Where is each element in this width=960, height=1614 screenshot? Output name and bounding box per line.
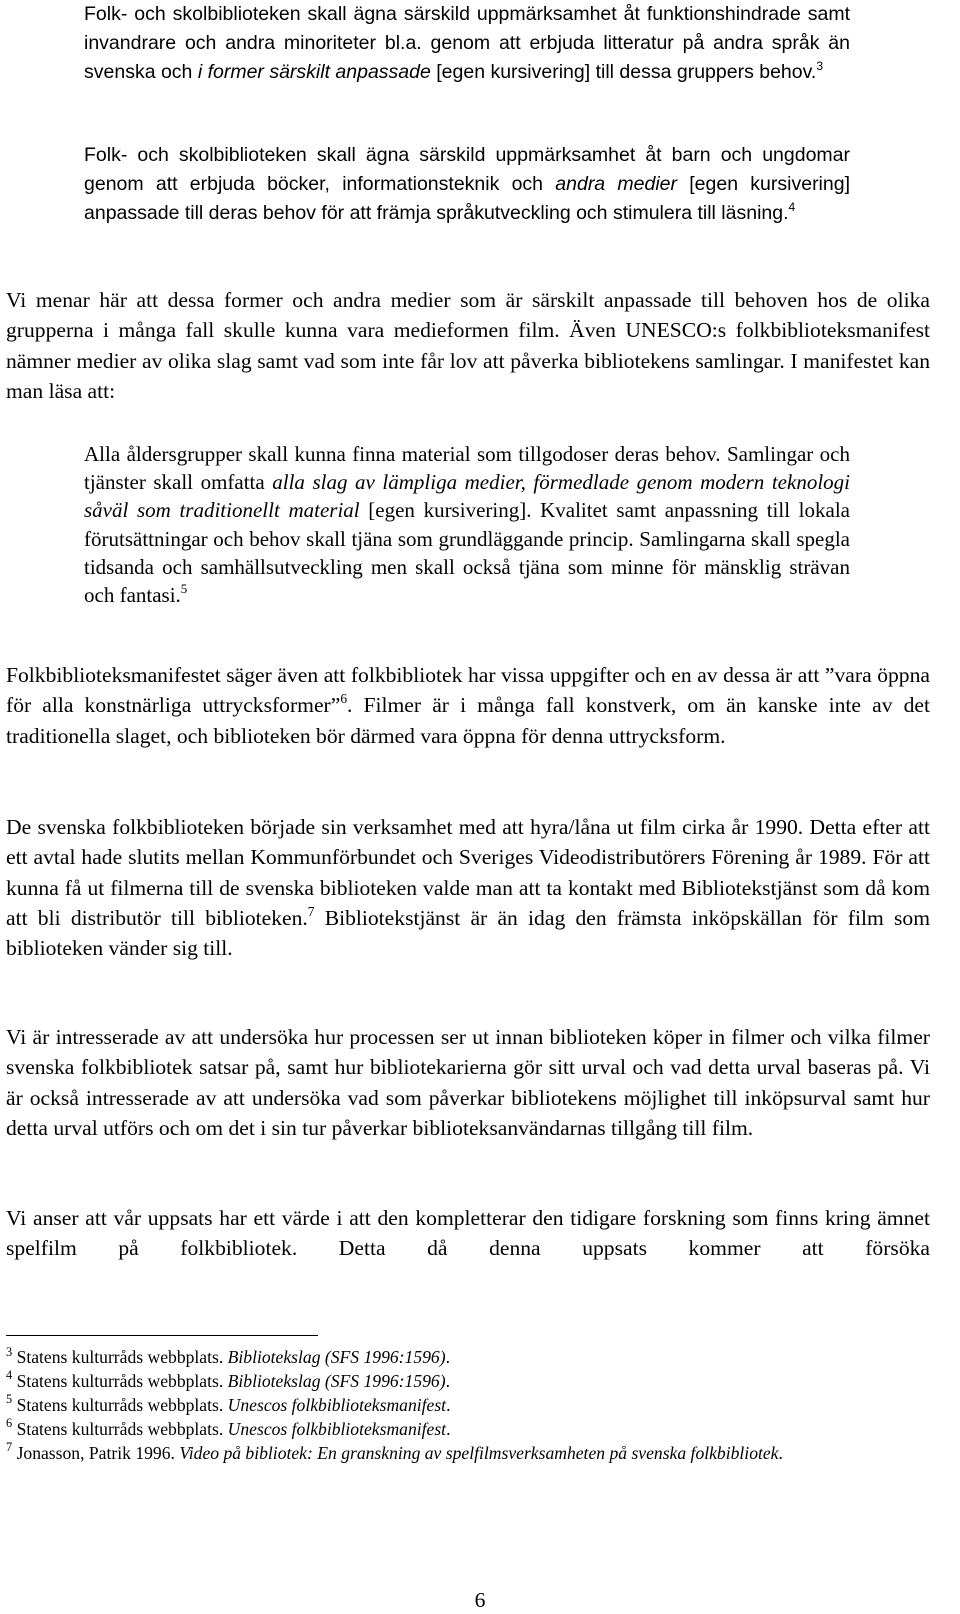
footnote-number: 4	[6, 1368, 13, 1383]
paragraph-2-text: Folkbiblioteksmanifestet säger även att folkbibliotek har vissa uppgifter och en av dessa är att ”vara öppna för alla konstnärliga uttrycksformer”	[6, 663, 930, 718]
quote-1-italic: i former särskilt anpassade	[197, 60, 431, 83]
quote-2-text-end: [egen kursivering] anpassade till deras behov för att främja språkutveckling och stimulera till läsning.	[84, 172, 850, 224]
body-paragraph-2	[6, 660, 930, 751]
footnote-ref-5[interactable]: 5	[180, 581, 188, 597]
quote-2-text: Folk- och skolbiblioteken skall ägna särskild uppmärksamhet åt barn och ungdomar genom att erbjuda böcker, informationsteknik och	[84, 144, 850, 195]
footnote-title: Video på bibliotek: En granskning av spelfilmsverksamheten på svenska folkbibliotek	[179, 1442, 779, 1463]
footnote-text: Statens kulturråds webbplats.	[16, 1394, 228, 1415]
quote-1-text: Folk- och skolbiblioteken skall ägna särskild uppmärksamhet åt funktionshindrade samt invandrare och andra minoriteter bl.a. genom att erbjuda litteratur på andra språk än svenska och	[84, 3, 850, 83]
block-quote-3	[84, 440, 850, 609]
footnote-ref-4[interactable]: 4	[788, 199, 796, 214]
footnote-tail: .	[446, 1418, 451, 1439]
footnote-5	[6, 1394, 930, 1418]
quote-3-italic: alla slag av lämpliga medier, förmedlade genom modern teknologi såväl som traditionellt material	[84, 470, 850, 523]
footnote-title: Bibliotekslag (SFS 1996:1596)	[227, 1370, 446, 1391]
footnote-text: Jonasson, Patrik 1996.	[16, 1442, 180, 1463]
footnote-number: 3	[6, 1344, 13, 1359]
footnote-title: Bibliotekslag (SFS 1996:1596)	[227, 1347, 446, 1367]
footnote-text: Statens kulturråds webbplats.	[16, 1418, 228, 1439]
footnote-number: 7	[6, 1440, 13, 1455]
quote-2-italic: andra medier	[555, 172, 678, 195]
body-paragraph-1: Vi menar här att dessa former och andra medier som är särskilt anpassade till behoven hos de olika grupperna i många fall skulle kunna vara medieformen film. Även UNESCO:s folkbiblioteksmanifest nämner medier av olika slag samt vad som inte får lov att påverka bibliotekens samlingar. I manifestet kan man läsa att:	[6, 288, 930, 403]
footnote-ref-7[interactable]: 7	[307, 904, 315, 920]
footnote-title: Unescos folkbiblioteksmanifest	[227, 1418, 447, 1439]
footnote-ref-3[interactable]: 3	[816, 58, 824, 73]
footnote-number: 5	[6, 1392, 13, 1407]
paragraph-2-text-end: . Filmer är i många fall konstverk, om än kanske inte av det traditionella slaget, och biblioteken bör därmed vara öppna för denna uttrycksform.	[6, 693, 930, 748]
footnote-6	[6, 1418, 930, 1442]
block-quote-1	[84, 0, 850, 86]
footnote-3	[6, 1346, 930, 1370]
footnote-tail: .	[778, 1442, 783, 1463]
quote-1-text-end: [egen kursivering] till dessa gruppers behov.	[430, 60, 817, 83]
body-paragraph-3	[6, 812, 930, 963]
footnote-tail: .	[446, 1394, 451, 1415]
block-quote-2	[84, 141, 850, 227]
footnote-text: Statens kulturråds webbplats.	[16, 1370, 228, 1391]
footnote-number: 6	[6, 1416, 13, 1431]
body-paragraph-5: Vi anser att vår uppsats har ett värde i att den kompletterar den tidigare forskning som finns kring ämnet spelfilm på folkbibliotek. Detta då denna uppsats kommer att försöka	[6, 1206, 930, 1261]
footnote-separator	[6, 1335, 318, 1336]
footnote-title: Unescos folkbiblioteksmanifest	[227, 1394, 447, 1415]
paragraph-3-text-end: Bibliotekstjänst är än idag den främsta inköpskällan för film som biblioteken vänder sig till.	[6, 905, 930, 961]
body-paragraph-4: Vi är intresserade av att undersöka hur processen ser ut innan biblioteken köper in filmer och vilka filmer svenska folkbibliotek satsar på, samt hur bibliotekarierna gör sitt urval och vad detta urval baseras på. Vi är också intresserade av att undersöka vad som påverkar bibliotekens möjlighet till inköpsurval samt hur detta urval utförs och om det i sin tur påverkar biblioteksanvändarnas tillgång till film.	[6, 1025, 930, 1140]
footnote-4	[6, 1370, 930, 1394]
paragraph-3-text: De svenska folkbiblioteken började sin verksamhet med att hyra/låna ut film cirka år 1990. Detta efter att ett avtal hade slutits mellan Kommunförbundet och Sveriges Videodistributörers Förening år 1989. För att kunna få ut filmerna till de svenska biblioteken valde man att ta kontakt med Bibliotekstjänst som då kom att bli distributör till biblioteken.	[6, 815, 930, 930]
page-number: 6	[474, 1588, 486, 1612]
footnotes	[6, 1346, 930, 1466]
footnote-text: Statens kulturråds webbplats.	[16, 1347, 228, 1367]
footnote-7	[6, 1442, 906, 1466]
quote-3-text: Alla åldersgrupper skall kunna finna material som tillgodoser deras behov. Samlingar och tjänster skall omfatta	[84, 442, 850, 495]
footnote-tail: .	[445, 1347, 450, 1367]
quote-3-text-end: [egen kursivering]. Kvalitet samt anpassning till lokala förutsättningar och behov skall tjäna som grundläggande princip. Samlingarna skall spegla tidsanda och samhällsutveckling men skall också tjäna som minne för mänsklig strävan och fantasi.	[84, 498, 850, 608]
footnote-tail: .	[445, 1370, 450, 1391]
footnote-ref-6[interactable]: 6	[340, 691, 347, 707]
